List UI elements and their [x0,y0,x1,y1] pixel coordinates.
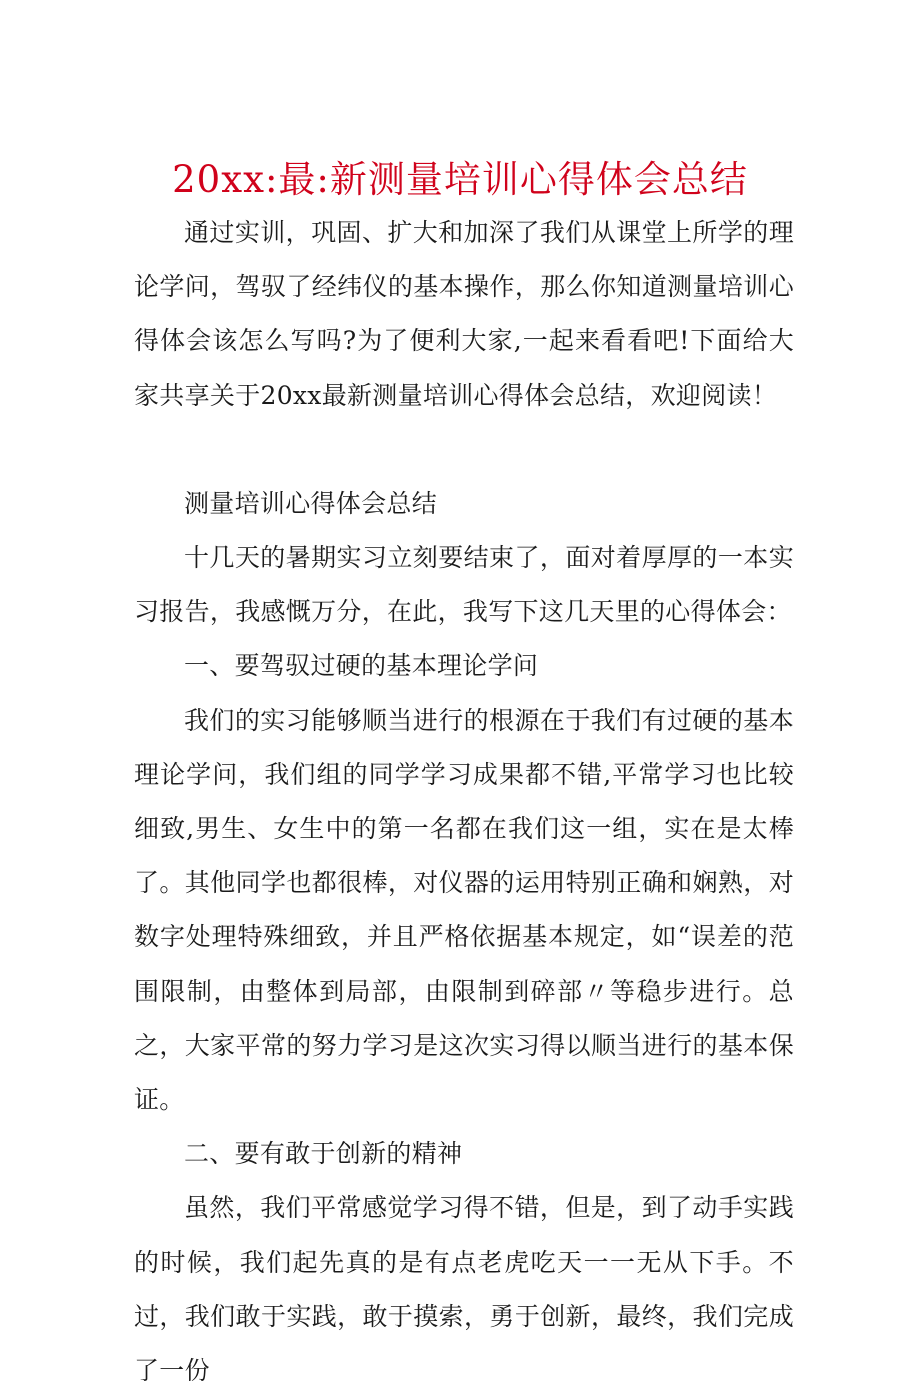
subheading-two: 二、要有敢于创新的精神 [184,1139,463,1169]
body-paragraph: 虽然，我们平常感觉学习得不错，但是，到了动手实践的时候，我们起先真的是有点老虎吃天一一无从下手。不过，我们敢于实践，敢于摸索，勇于创新，最终，我们完成了一份 [134,1193,794,1386]
intro-paragraph: 通过实训，巩固、扩大和加深了我们从课堂上所学的理论学问，驾驭了经纬仪的基本操作，那么你知道测量培训心得体会该怎么写吗?为了便利大家,一起来看看吧!下面给大家共享关于20xx最新测量培训心得体会总结，欢迎阅读！ [134,218,794,410]
body-paragraph: 我们的实习能够顺当进行的根源在于我们有过硬的基本理论学问，我们组的同学学习成果都不错,平常学习也比较细致,男生、女生中的第一名都在我们这一组，实在是太棒了。其他同学也都很棒，对仪器的运用特别正确和娴熟，对数字处理特殊细致，并且严格依据基本规定，如“误差的范围限制，由整体到局部，由限制到碎部〃等稳步进行。总之，大家平常的努力学习是这次实习得以顺当进行的基本保证。 [134,705,794,1115]
document-body [134,206,794,1398]
document-title: 20xx:最:新测量培训心得体会总结 [172,158,748,201]
section-heading: 测量培训心得体会总结 [184,488,438,518]
subheading-one: 一、要驾驭过硬的基本理论学问 [184,651,539,681]
body-paragraph: 十几天的暑期实习立刻要结束了，面对着厚厚的一本实习报告，我感慨万分，在此，我写下这几天里的心得体会： [134,543,794,627]
